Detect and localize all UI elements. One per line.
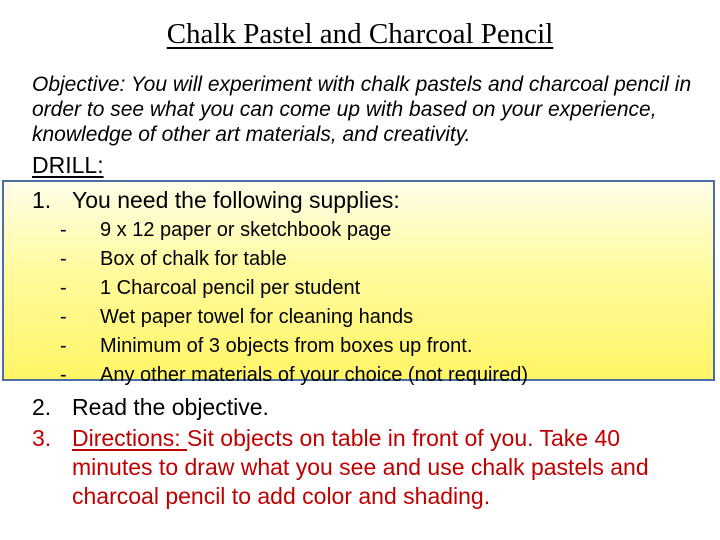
dash-bullet: -: [60, 219, 67, 241]
supply-text: 1 Charcoal pencil per student: [100, 277, 361, 299]
objective-text: Objective: You will experiment with chalk pastels and charcoal pencil in order to see what you can come up with based on your experience, knowledge of other art materials, and creativity.: [32, 73, 692, 146]
step-text: Read the objective.: [72, 394, 269, 420]
supply-text: Wet paper towel for cleaning hands: [100, 306, 414, 328]
supplies-list: [60, 216, 528, 390]
step-number: 3.: [32, 425, 52, 451]
directions-label: Directions:: [72, 425, 188, 451]
step-number: 1.: [32, 187, 52, 213]
dash-bullet: -: [60, 277, 67, 299]
supply-item: [60, 303, 528, 332]
step-number: 2.: [32, 394, 52, 420]
slide-title: Chalk Pastel and Charcoal Pencil: [166, 18, 554, 50]
step-text: [72, 424, 702, 511]
supply-item: [60, 216, 528, 245]
supply-text: Box of chalk for table: [100, 248, 287, 270]
supply-text: Minimum of 3 objects from boxes up front.: [100, 335, 473, 357]
supply-item: [60, 332, 528, 361]
step-text: You need the following supplies:: [72, 187, 400, 213]
dash-bullet: -: [60, 306, 67, 328]
supply-text: Any other materials of your choice (not required): [100, 364, 528, 386]
drill-label: DRILL:: [32, 152, 104, 178]
supply-item: [60, 274, 528, 303]
directions-text: Sit objects on table in front of you. Take 40 minutes to draw what you see and use chalk pastels and charcoal pencil to add color and shading.: [72, 425, 649, 509]
supply-text: 9 x 12 paper or sketchbook page: [100, 219, 392, 241]
supply-item: [60, 361, 528, 390]
supply-item: [60, 245, 528, 274]
dash-bullet: -: [60, 248, 67, 270]
dash-bullet: -: [60, 335, 67, 357]
dash-bullet: -: [60, 364, 67, 386]
